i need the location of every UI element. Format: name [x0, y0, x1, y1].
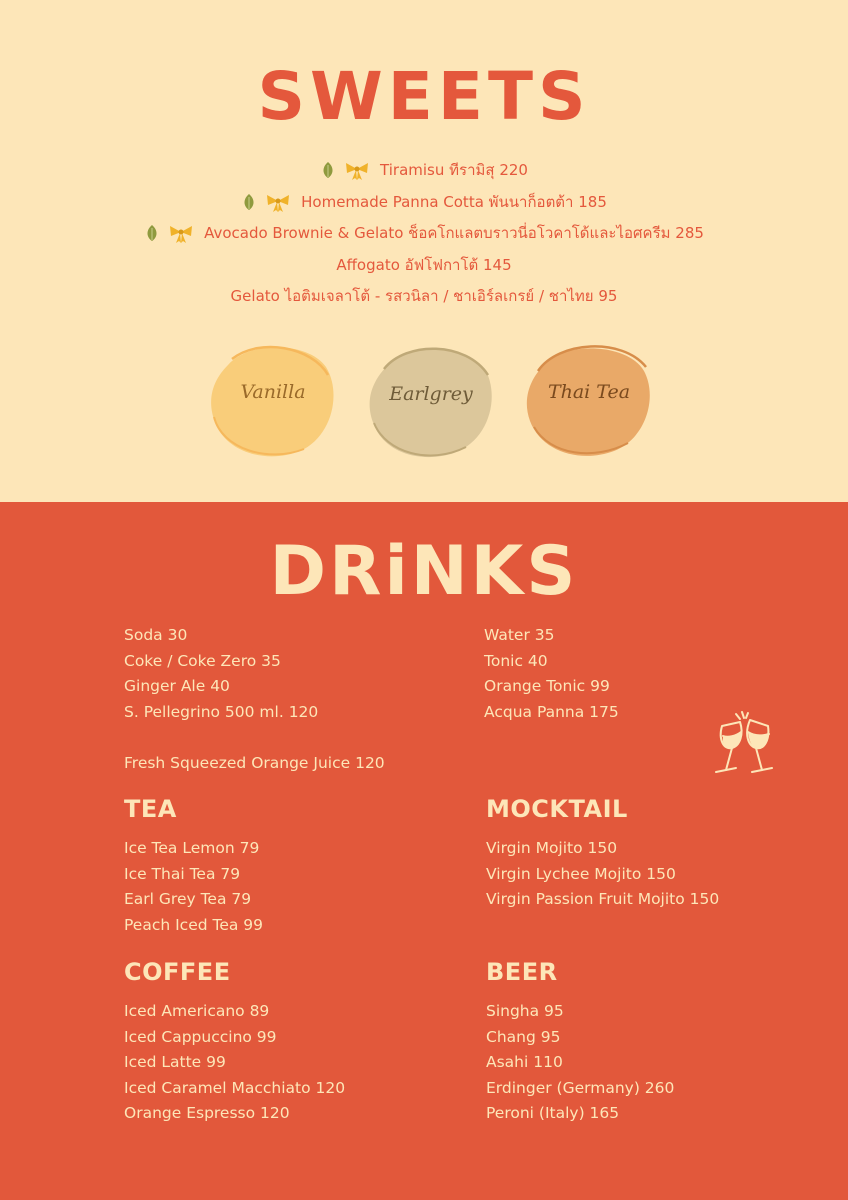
bow-icon	[168, 224, 194, 242]
tea-list	[124, 836, 263, 938]
menu-item: Asahi 110	[486, 1053, 563, 1072]
drinks-title: DRiNKS	[269, 532, 579, 611]
menu-item: Iced Latte 99	[124, 1053, 226, 1072]
menu-item: Orange Tonic 99	[484, 677, 610, 696]
menu-item: Acqua Panna 175	[484, 702, 619, 721]
gelato-scoop-earlgrey	[366, 339, 496, 459]
sweet-item	[0, 221, 848, 245]
sweet-item	[0, 158, 848, 182]
menu-item: Tonic 40	[484, 651, 548, 670]
menu-item: Iced Cappuccino 99	[124, 1027, 277, 1046]
soft-drinks-right	[484, 623, 619, 725]
mocktail-heading: MOCKTAIL	[486, 795, 628, 823]
sweet-item-text: Gelato ไอติมเจลาโต้ - รสวนิลา / ชาเอิร์ลเกรย์ / ชาไทย 95	[230, 287, 618, 305]
mocktail-list	[486, 836, 719, 913]
bow-icon	[344, 161, 370, 179]
menu-item: Peach Iced Tea 99	[124, 915, 264, 934]
menu-item: Peroni (Italy) 165	[486, 1104, 620, 1123]
menu-item: Orange Espresso 120	[124, 1104, 290, 1123]
sweets-title: SWEETS	[257, 58, 591, 135]
coffee-heading: COFFEE	[124, 958, 231, 986]
menu-item: Ice Thai Tea 79	[124, 864, 241, 883]
menu-item: Water 35	[484, 626, 555, 644]
juice-item	[124, 751, 385, 777]
menu-item: Coke / Coke Zero 35	[124, 651, 281, 670]
menu-item: Virgin Mojito 150	[486, 839, 618, 857]
flavor-label-thai-tea: Thai Tea	[547, 381, 631, 403]
menu-item: S. Pellegrino 500 ml. 120	[124, 702, 319, 721]
menu-item: Virgin Passion Fruit Mojito 150	[486, 890, 720, 909]
sweet-item-text: Avocado Brownie & Gelato ช็อคโกแลตบราวนี่อโวคาโด้และไอศครีม 285	[204, 224, 704, 242]
leaf-icon	[320, 161, 338, 179]
beer-list	[486, 999, 674, 1127]
sweet-item	[0, 284, 848, 308]
beer-heading: BEER	[486, 958, 558, 986]
tea-heading: TEA	[124, 795, 177, 823]
menu-item: Fresh Squeezed Orange Juice 120	[124, 754, 385, 772]
menu-item: Iced Caramel Macchiato 120	[124, 1078, 346, 1097]
menu-item: Erdinger (Germany) 260	[486, 1078, 675, 1097]
coffee-list	[124, 999, 345, 1127]
leaf-icon	[241, 193, 259, 211]
menu-item: Ice Tea Lemon 79	[124, 839, 260, 857]
sweet-item	[0, 190, 848, 214]
bow-icon	[265, 193, 291, 211]
menu-item: Earl Grey Tea 79	[124, 890, 252, 909]
sweet-item-text: Tiramisu ทีรามิสุ 220	[380, 161, 528, 179]
menu-item: Virgin Lychee Mojito 150	[486, 864, 676, 883]
menu-item: Singha 95	[486, 1002, 564, 1020]
menu-item: Chang 95	[486, 1027, 561, 1046]
leaf-icon	[144, 224, 162, 242]
sweet-item-text: Affogato อัฟโฟกาโต้ 145	[336, 256, 512, 274]
soft-drinks-left	[124, 623, 318, 725]
flavor-label-vanilla: Vanilla	[240, 381, 306, 403]
wine-glasses-icon	[704, 706, 784, 780]
gelato-scoop-vanilla	[208, 337, 338, 457]
menu-item: Iced Americano 89	[124, 1002, 270, 1020]
gelato-scoop-thai-tea	[524, 337, 654, 457]
sweet-item-text: Homemade Panna Cotta พันนาก็อตต้า 185	[301, 193, 607, 211]
menu-item: Soda 30	[124, 626, 188, 644]
menu-item: Ginger Ale 40	[124, 677, 230, 696]
flavor-label-earlgrey: Earlgrey	[389, 383, 473, 405]
sweet-item	[0, 253, 848, 277]
